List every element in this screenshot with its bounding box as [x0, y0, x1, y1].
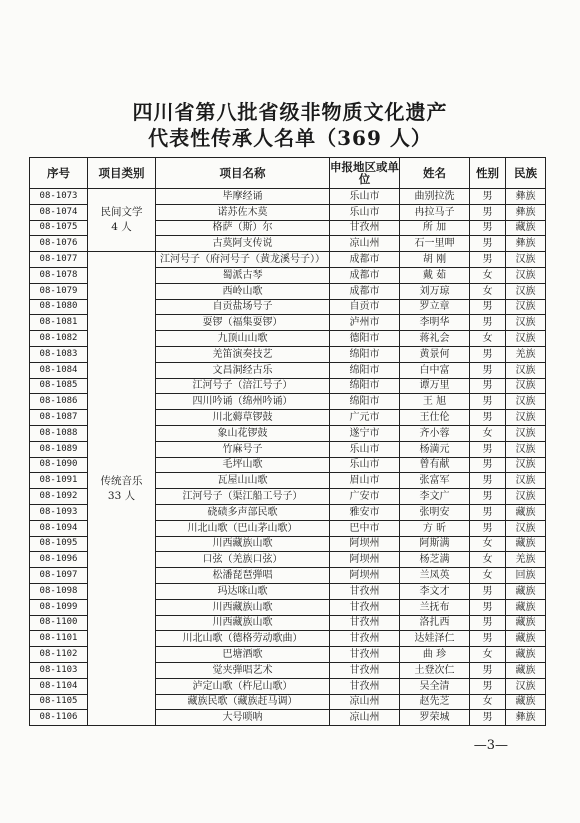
cell-project-name: 西岭山歌	[156, 283, 330, 299]
cell-ethnicity: 汉族	[506, 378, 546, 394]
cell-project-name: 藏族民歌（藏族赶马调）	[156, 694, 330, 710]
cell-ethnicity: 汉族	[506, 283, 546, 299]
cell-project-name: 古莫阿支传说	[156, 236, 330, 252]
cell-region: 遂宁市	[330, 425, 400, 441]
header-number: 序号	[30, 158, 88, 189]
cell-region: 巴中市	[330, 520, 400, 536]
cell-number: 08-1102	[30, 647, 88, 663]
cell-ethnicity: 藏族	[506, 631, 546, 647]
cell-region: 成都市	[330, 252, 400, 268]
cell-number: 08-1073	[30, 189, 88, 205]
cell-number: 08-1081	[30, 315, 88, 331]
cell-ethnicity: 汉族	[506, 315, 546, 331]
cell-ethnicity: 彝族	[506, 710, 546, 726]
cell-ethnicity: 羌族	[506, 346, 546, 362]
cell-ethnicity: 汉族	[506, 331, 546, 347]
cell-gender: 男	[470, 220, 506, 236]
cell-ethnicity: 汉族	[506, 457, 546, 473]
cell-ethnicity: 藏族	[506, 220, 546, 236]
cell-ethnicity: 羌族	[506, 552, 546, 568]
cell-ethnicity: 藏族	[506, 662, 546, 678]
cell-name: 张明安	[400, 504, 470, 520]
cell-project-name: 耍锣（福集耍锣）	[156, 315, 330, 331]
cell-ethnicity: 藏族	[506, 615, 546, 631]
category-line: 4 人	[111, 221, 132, 234]
cell-name: 刘万琼	[400, 283, 470, 299]
cell-gender: 男	[470, 236, 506, 252]
cell-region: 甘孜州	[330, 647, 400, 663]
cell-gender: 男	[470, 615, 506, 631]
cell-project-name: 文昌洞经古乐	[156, 362, 330, 378]
cell-number: 08-1078	[30, 267, 88, 283]
cell-region: 阿坝州	[330, 536, 400, 552]
cell-number: 08-1076	[30, 236, 88, 252]
cell-gender: 男	[470, 315, 506, 331]
cell-number: 08-1090	[30, 457, 88, 473]
cell-gender: 女	[470, 568, 506, 584]
cell-project-name: 毕摩经诵	[156, 189, 330, 205]
cell-number: 08-1077	[30, 252, 88, 268]
cell-gender: 女	[470, 552, 506, 568]
cell-region: 阿坝州	[330, 552, 400, 568]
cell-name: 黄景何	[400, 346, 470, 362]
cell-gender: 女	[470, 267, 506, 283]
cell-number: 08-1103	[30, 662, 88, 678]
cell-project-name: 川西藏族山歌	[156, 615, 330, 631]
cell-name: 罗立章	[400, 299, 470, 315]
cell-number: 08-1106	[30, 710, 88, 726]
category-line: 民间文学	[100, 206, 143, 219]
cell-number: 08-1099	[30, 599, 88, 615]
cell-gender: 男	[470, 583, 506, 599]
cell-project-name: 羌笛演奏技艺	[156, 346, 330, 362]
cell-region: 成都市	[330, 267, 400, 283]
cell-name: 齐小蓉	[400, 425, 470, 441]
document-title-line2: 代表性传承人名单（369 人）	[148, 126, 432, 150]
cell-number: 08-1096	[30, 552, 88, 568]
cell-ethnicity: 汉族	[506, 299, 546, 315]
cell-number: 08-1086	[30, 394, 88, 410]
cell-project-name: 江河号子（渠江船工号子）	[156, 489, 330, 505]
cell-region: 绵阳市	[330, 362, 400, 378]
cell-project-name: 松潘琵琶弾唱	[156, 568, 330, 584]
cell-number: 08-1080	[30, 299, 88, 315]
cell-name: 石一里呷	[400, 236, 470, 252]
cell-gender: 女	[470, 283, 506, 299]
cell-region: 凉山州	[330, 236, 400, 252]
cell-region: 乐山市	[330, 189, 400, 205]
cell-name: 胡 刚	[400, 252, 470, 268]
cell-ethnicity: 汉族	[506, 252, 546, 268]
cell-project-name: 九顶山山歌	[156, 331, 330, 347]
cell-gender: 男	[470, 394, 506, 410]
cell-gender: 男	[470, 457, 506, 473]
header-region: 申报地区或单位	[330, 158, 400, 189]
cell-number: 08-1087	[30, 410, 88, 426]
header-category: 项目类别	[88, 158, 156, 189]
cell-ethnicity: 汉族	[506, 441, 546, 457]
cell-project-name: 川西藏族山歌	[156, 536, 330, 552]
cell-ethnicity: 汉族	[506, 267, 546, 283]
cell-number: 08-1088	[30, 425, 88, 441]
cell-name: 兰凤英	[400, 568, 470, 584]
cell-number: 08-1094	[30, 520, 88, 536]
cell-name: 达娃泽仁	[400, 631, 470, 647]
cell-region: 甘孜州	[330, 662, 400, 678]
cell-project-name: 江河号子（涪江号子）	[156, 378, 330, 394]
cell-project-name: 江河号子（府河号子（黄龙溪号子））	[156, 252, 330, 268]
page-number: —3—	[473, 738, 508, 753]
cell-ethnicity: 汉族	[506, 425, 546, 441]
cell-gender: 女	[470, 647, 506, 663]
cell-region: 广元市	[330, 410, 400, 426]
cell-ethnicity: 汉族	[506, 678, 546, 694]
cell-ethnicity: 藏族	[506, 599, 546, 615]
cell-gender: 男	[470, 410, 506, 426]
cell-name: 张富军	[400, 473, 470, 489]
cell-number: 08-1079	[30, 283, 88, 299]
cell-gender: 男	[470, 504, 506, 520]
cell-region: 成都市	[330, 283, 400, 299]
table-header-row	[30, 158, 546, 189]
cell-number: 08-1101	[30, 631, 88, 647]
header-ethnicity: 民族	[506, 158, 546, 189]
cell-project-name: 四川吟诵（绵州吟诵）	[156, 394, 330, 410]
cell-number: 08-1084	[30, 362, 88, 378]
cell-name: 王 旭	[400, 394, 470, 410]
cell-name: 洛扎西	[400, 615, 470, 631]
cell-region: 绵阳市	[330, 346, 400, 362]
cell-gender: 男	[470, 252, 506, 268]
cell-number: 08-1091	[30, 473, 88, 489]
cell-gender: 男	[470, 473, 506, 489]
cell-gender: 男	[470, 520, 506, 536]
cell-project-name: 竹麻号子	[156, 441, 330, 457]
cell-name: 赵先芝	[400, 694, 470, 710]
cell-number: 08-1104	[30, 678, 88, 694]
cell-name: 阿斯满	[400, 536, 470, 552]
cell-name: 李文才	[400, 583, 470, 599]
cell-number: 08-1082	[30, 331, 88, 347]
cell-gender: 男	[470, 346, 506, 362]
cell-gender: 男	[470, 710, 506, 726]
cell-name: 李明华	[400, 315, 470, 331]
cell-name: 曲 珍	[400, 647, 470, 663]
cell-number: 08-1095	[30, 536, 88, 552]
cell-region: 德阳市	[330, 331, 400, 347]
cell-name: 兰抚布	[400, 599, 470, 615]
cell-project-name: 大号唢呐	[156, 710, 330, 726]
cell-ethnicity: 汉族	[506, 489, 546, 505]
cell-region: 雅安市	[330, 504, 400, 520]
cell-region: 凉山州	[330, 694, 400, 710]
cell-gender: 女	[470, 694, 506, 710]
cell-ethnicity: 汉族	[506, 410, 546, 426]
cell-region: 绵阳市	[330, 394, 400, 410]
cell-number: 08-1105	[30, 694, 88, 710]
cell-region: 凉山州	[330, 710, 400, 726]
cell-gender: 男	[470, 299, 506, 315]
cell-gender: 男	[470, 362, 506, 378]
cell-number: 08-1083	[30, 346, 88, 362]
cell-name: 所 加	[400, 220, 470, 236]
cell-ethnicity: 藏族	[506, 504, 546, 520]
cell-region: 甘孜州	[330, 678, 400, 694]
cell-gender: 男	[470, 378, 506, 394]
cell-category	[88, 189, 156, 252]
cell-name: 方 昕	[400, 520, 470, 536]
cell-gender: 男	[470, 489, 506, 505]
cell-project-name: 川北山歌（巴山茅山歌）	[156, 520, 330, 536]
cell-number: 08-1100	[30, 615, 88, 631]
inheritor-table	[29, 157, 546, 726]
cell-name: 蒋礼会	[400, 331, 470, 347]
cell-number: 08-1097	[30, 568, 88, 584]
cell-name: 曲别拉洗	[400, 189, 470, 205]
cell-region: 甘孜州	[330, 220, 400, 236]
cell-gender: 男	[470, 204, 506, 220]
cell-region: 绵阳市	[330, 378, 400, 394]
cell-ethnicity: 藏族	[506, 694, 546, 710]
cell-number: 08-1098	[30, 583, 88, 599]
cell-project-name: 玛达咪山歌	[156, 583, 330, 599]
cell-project-name: 自贡盐场号子	[156, 299, 330, 315]
cell-project-name: 毛坪山歌	[156, 457, 330, 473]
cell-gender: 男	[470, 599, 506, 615]
cell-number: 08-1089	[30, 441, 88, 457]
cell-project-name: 泸定山歌（杵尼山歌）	[156, 678, 330, 694]
cell-project-name: 川西藏族山歌	[156, 599, 330, 615]
cell-name: 王仕伦	[400, 410, 470, 426]
document-title-line1: 四川省第八批省级非物质文化遗产	[132, 100, 448, 124]
cell-project-name: 象山花锣鼓	[156, 425, 330, 441]
cell-ethnicity: 彝族	[506, 204, 546, 220]
category-line: 传统音乐	[100, 474, 143, 487]
cell-name: 杨芝满	[400, 552, 470, 568]
cell-region: 甘孜州	[330, 599, 400, 615]
cell-name: 吴全清	[400, 678, 470, 694]
header-name: 姓名	[400, 158, 470, 189]
cell-region: 眉山市	[330, 473, 400, 489]
cell-project-name: 格萨（斯）尔	[156, 220, 330, 236]
cell-number: 08-1075	[30, 220, 88, 236]
cell-region: 阿坝州	[330, 568, 400, 584]
cell-name: 戴 茹	[400, 267, 470, 283]
cell-ethnicity: 彝族	[506, 189, 546, 205]
cell-gender: 女	[470, 425, 506, 441]
cell-number: 08-1085	[30, 378, 88, 394]
cell-ethnicity: 藏族	[506, 536, 546, 552]
category-line: 33 人	[107, 489, 136, 502]
cell-ethnicity: 藏族	[506, 647, 546, 663]
table-row	[30, 189, 546, 205]
cell-region: 乐山市	[330, 204, 400, 220]
cell-project-name: 瓦屋山山歌	[156, 473, 330, 489]
cell-category	[88, 252, 156, 726]
cell-project-name: 巴塘酒歌	[156, 647, 330, 663]
cell-ethnicity: 藏族	[506, 583, 546, 599]
cell-project-name: 硗碛多声部民歌	[156, 504, 330, 520]
cell-ethnicity: 彝族	[506, 236, 546, 252]
header-gender: 性别	[470, 158, 506, 189]
cell-project-name: 诺苏佐木莫	[156, 204, 330, 220]
cell-gender: 女	[470, 331, 506, 347]
cell-ethnicity: 汉族	[506, 520, 546, 536]
cell-region: 乐山市	[330, 457, 400, 473]
cell-project-name: 川北薅草锣鼓	[156, 410, 330, 426]
cell-project-name: 川北山歌（德格劳动歌曲）	[156, 631, 330, 647]
cell-number: 08-1093	[30, 504, 88, 520]
cell-gender: 男	[470, 189, 506, 205]
cell-region: 自贡市	[330, 299, 400, 315]
cell-project-name: 觉夹弾唱艺术	[156, 662, 330, 678]
cell-ethnicity: 汉族	[506, 394, 546, 410]
cell-project-name: 口弦（羌族口弦）	[156, 552, 330, 568]
cell-gender: 男	[470, 441, 506, 457]
cell-region: 乐山市	[330, 441, 400, 457]
cell-number: 08-1074	[30, 204, 88, 220]
cell-gender: 男	[470, 678, 506, 694]
cell-name: 李文广	[400, 489, 470, 505]
cell-name: 罗荣城	[400, 710, 470, 726]
cell-region: 甘孜州	[330, 583, 400, 599]
cell-ethnicity: 汉族	[506, 362, 546, 378]
cell-name: 冉拉马子	[400, 204, 470, 220]
cell-project-name: 蜀派古琴	[156, 267, 330, 283]
cell-region: 泸州市	[330, 315, 400, 331]
cell-name: 白中富	[400, 362, 470, 378]
cell-ethnicity: 回族	[506, 568, 546, 584]
cell-gender: 男	[470, 662, 506, 678]
cell-gender: 女	[470, 536, 506, 552]
cell-name: 土登次仁	[400, 662, 470, 678]
cell-region: 甘孜州	[330, 615, 400, 631]
cell-number: 08-1092	[30, 489, 88, 505]
table-row	[30, 252, 546, 268]
cell-name: 曾有献	[400, 457, 470, 473]
cell-name: 谭万里	[400, 378, 470, 394]
cell-region: 甘孜州	[330, 631, 400, 647]
cell-region: 广安市	[330, 489, 400, 505]
cell-gender: 男	[470, 631, 506, 647]
cell-name: 杨満元	[400, 441, 470, 457]
header-project-name: 项目名称	[156, 158, 330, 189]
cell-ethnicity: 汉族	[506, 473, 546, 489]
